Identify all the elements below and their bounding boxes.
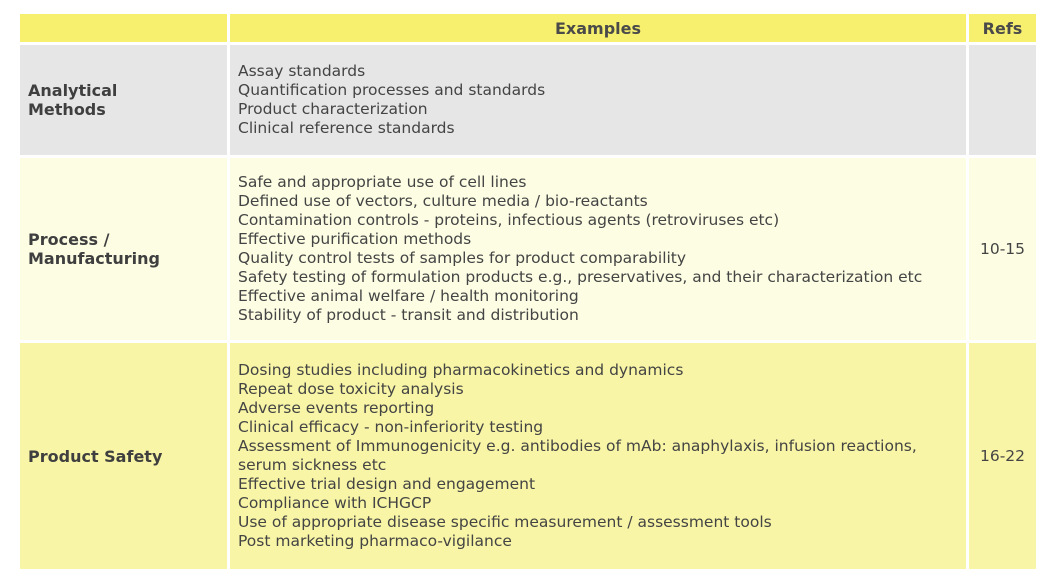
list-item: Compliance with ICHGCP: [238, 494, 432, 512]
header-refs: Refs: [969, 14, 1036, 42]
list-item: Safety testing of formulation products e.g., preservatives, and their characterization etc: [238, 268, 923, 286]
list-item: Repeat dose toxicity analysis: [238, 380, 464, 398]
list-item: Post marketing pharmaco-vigilance: [238, 532, 512, 550]
header-blank-cell: [20, 14, 227, 42]
header-examples: Examples: [230, 14, 966, 42]
list-item: Safe and appropriate use of cell lines: [238, 173, 527, 191]
category-text: Product Safety: [28, 446, 163, 466]
table-row-process-manufacturing: [20, 158, 1036, 340]
examples-list: [230, 343, 966, 569]
category-text: Process / Manufacturing: [28, 230, 160, 268]
refs-cell: [969, 45, 1036, 155]
category-label: [20, 158, 227, 340]
list-item: Assessment of Immunogenicity e.g. antibodies of mAb: anaphylaxis, infusion reactions, serum sickness etc: [238, 437, 917, 474]
category-text: Analytical Methods: [28, 81, 118, 119]
list-item: Clinical reference standards: [238, 119, 455, 137]
table-row-product-safety: [20, 343, 1036, 569]
list-item: Clinical efficacy - non-inferiority testing: [238, 418, 544, 436]
list-item: Assay standards: [238, 62, 366, 80]
list-item: Contamination controls - proteins, infectious agents (retroviruses etc): [238, 211, 780, 229]
list-item: Stability of product - transit and distribution: [238, 306, 579, 324]
examples-list: [230, 158, 966, 340]
list-item: Quality control tests of samples for product comparability: [238, 249, 687, 267]
table-header: [20, 14, 1036, 42]
category-label: [20, 343, 227, 569]
refs-cell: 16-22: [969, 343, 1036, 569]
list-item: Effective animal welfare / health monitoring: [238, 287, 579, 305]
category-label: [20, 45, 227, 155]
list-item: Product characterization: [238, 100, 428, 118]
list-item: Effective purification methods: [238, 230, 472, 248]
list-item: Quantification processes and standards: [238, 81, 546, 99]
list-item: Defined use of vectors, culture media / bio-reactants: [238, 192, 648, 210]
refs-cell: 10-15: [969, 158, 1036, 340]
table-row-analytical-methods: [20, 45, 1036, 155]
examples-list: [230, 45, 966, 155]
list-item: Use of appropriate disease specific measurement / assessment tools: [238, 513, 772, 531]
list-item: Adverse events reporting: [238, 399, 435, 417]
list-item: Dosing studies including pharmacokinetics and dynamics: [238, 361, 684, 379]
list-item: Effective trial design and engagement: [238, 475, 536, 493]
